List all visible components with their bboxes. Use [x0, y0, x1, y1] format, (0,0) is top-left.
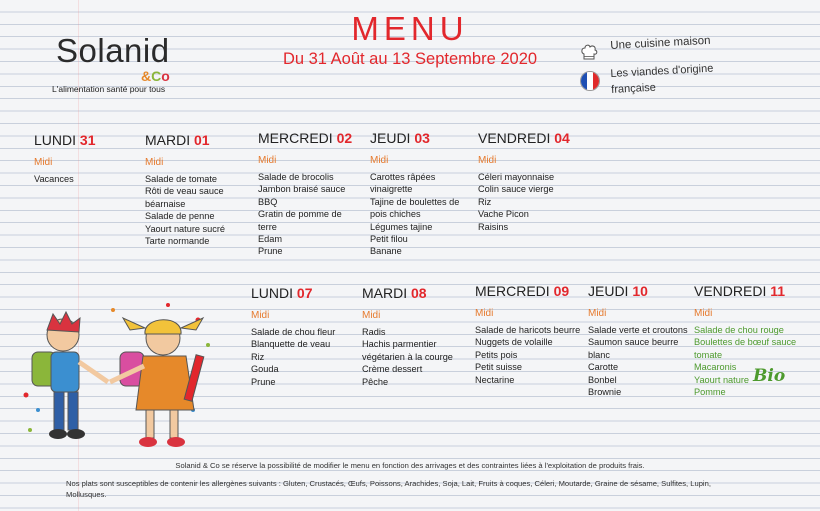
dish-item: Crème dessert	[362, 364, 423, 375]
homemade-note: Une cuisine maison	[610, 34, 711, 52]
dish-list	[34, 173, 134, 185]
day-number: 09	[553, 283, 570, 299]
meal-label: Midi	[475, 308, 494, 319]
dish-item: Hachis parmentier végétarien à la courge	[362, 339, 453, 362]
day-number: 04	[554, 130, 570, 146]
allergen-note: Nos plats sont susceptibles de contenir les allergènes suivants : Gluten, Crustacés, Œufs, Poissons, Arachides, Soja, Lait, Fruits à coques, Céleri, Moutarde, Graine de sésame, Sulfites, Lupin, Mollusques.	[66, 479, 711, 499]
day-column-jeudi-10	[588, 283, 692, 398]
day-number: 31	[79, 132, 96, 148]
dish-item: Yaourt nature	[694, 374, 749, 385]
meal-label: Midi	[145, 157, 164, 168]
meal-label: Midi	[34, 157, 53, 168]
dish-item: Légumes tajine	[370, 221, 433, 232]
day-column-mercredi-02	[258, 130, 358, 258]
french-flag-icon	[580, 71, 600, 91]
day-name: MARDI	[145, 132, 191, 148]
dish-item: Nuggets de volaille	[475, 337, 553, 348]
day-name: VENDREDI	[478, 130, 551, 146]
dish-item: Riz	[251, 351, 265, 362]
meal-label: Midi	[251, 310, 270, 321]
dish-list	[588, 324, 692, 398]
dish-item: Prune	[258, 246, 283, 257]
dish-item: Salade de brocolis	[258, 172, 334, 182]
meal-label: Midi	[258, 155, 277, 166]
day-name: MERCREDI	[258, 130, 333, 146]
day-name: MARDI	[362, 285, 408, 301]
dish-item: Rôti de veau sauce béarnaise	[145, 186, 224, 209]
day-name: VENDREDI	[694, 283, 767, 299]
day-column-lundi-07	[251, 285, 351, 388]
dish-item: Carottes râpées vinaigrette	[370, 172, 436, 195]
dish-item: Jambon braisé sauce BBQ	[258, 184, 346, 207]
day-number: 03	[414, 130, 430, 146]
dish-item: Vacances	[34, 174, 74, 184]
day-column-lundi-31	[34, 132, 134, 185]
meal-label: Midi	[694, 308, 713, 319]
dish-item: Yaourt nature sucré	[145, 223, 226, 234]
school-kids-illustration	[18, 300, 223, 460]
dish-item: Bonbel	[588, 374, 617, 385]
dish-list	[370, 171, 470, 258]
dish-item: Vache Picon	[478, 209, 529, 220]
day-number: 07	[296, 285, 313, 301]
dish-item: Petit filou	[370, 234, 408, 245]
meal-label: Midi	[588, 308, 607, 319]
dish-item: Salade de tomate	[145, 174, 218, 184]
dish-item: Nectarine	[475, 374, 515, 385]
dish-item: Salade de penne	[145, 211, 215, 222]
date-range: Du 31 Août au 13 Septembre 2020	[282, 50, 538, 68]
day-column-jeudi-03	[370, 130, 470, 258]
dish-item: Céleri mayonnaise	[478, 172, 555, 182]
dish-item: Edam	[258, 234, 283, 245]
day-column-mardi-08	[362, 285, 466, 388]
bio-label: Bio	[753, 366, 786, 386]
dish-item: Radis	[362, 327, 386, 337]
meat-origin-note: Les viandes d'origine française	[610, 62, 714, 96]
day-name: JEUDI	[370, 130, 411, 146]
dish-item: Brownie	[588, 387, 622, 398]
dish-list	[362, 326, 466, 388]
dish-item: Salade de chou fleur	[251, 327, 336, 337]
dish-item: Tarte normande	[145, 236, 210, 247]
dish-list	[145, 173, 245, 247]
day-name: JEUDI	[588, 283, 629, 299]
dish-item: Salade de haricots beurre	[475, 325, 581, 335]
dish-item: Blanquette de veau	[251, 339, 331, 350]
page-title: MENU	[351, 10, 469, 47]
day-number: 02	[336, 130, 353, 146]
dish-item: Raisins	[478, 221, 509, 232]
dish-item: Carotte	[588, 362, 619, 373]
dish-item: Macaronis	[694, 362, 737, 373]
day-column-mercredi-09	[475, 283, 583, 386]
chef-hat-icon	[580, 44, 598, 62]
logo-tagline: L'alimentation santé pour tous	[52, 84, 166, 94]
dish-item: Pêche	[362, 376, 389, 387]
disclaimer-note: Solanid & Co se réserve la possibilité de modifier le menu en fonction des arrivages et des contraintes liées à l'exploitation de produits frais.	[175, 461, 645, 470]
dish-item: Saumon sauce beurre blanc	[588, 337, 679, 360]
dish-item: Petit suisse	[475, 362, 522, 373]
dish-item: Salade de chou rouge	[694, 325, 784, 335]
dish-item: Pomme	[694, 387, 726, 398]
logo-co-mark: &Co	[141, 68, 170, 84]
day-number: 10	[632, 283, 648, 299]
day-number: 01	[194, 132, 210, 148]
dish-list	[258, 171, 358, 258]
dish-item: Gratin de pomme de terre	[258, 209, 342, 232]
dish-item: Colin sauce vierge	[478, 184, 554, 195]
day-number: 11	[770, 283, 786, 299]
dish-item: Gouda	[251, 364, 279, 375]
day-name: MERCREDI	[475, 283, 550, 299]
meal-label: Midi	[370, 155, 389, 166]
meal-label: Midi	[478, 155, 497, 166]
dish-list	[478, 171, 578, 233]
dish-list	[694, 324, 798, 398]
day-column-mardi-01	[145, 132, 245, 247]
dish-list	[251, 326, 351, 388]
logo-wordmark: Solanid	[56, 32, 170, 69]
meal-label: Midi	[362, 310, 381, 321]
dish-item: Boulettes de bœuf sauce tomate	[694, 337, 797, 360]
day-column-vendredi-04	[478, 130, 578, 233]
day-number: 08	[411, 285, 427, 301]
day-name: LUNDI	[34, 132, 77, 148]
dish-item: Salade verte et croutons	[588, 325, 688, 335]
dish-item: Riz	[478, 196, 492, 207]
dish-item: Tajine de boulettes de pois chiches	[370, 196, 460, 220]
dish-list	[475, 324, 583, 386]
dish-item: Prune	[251, 376, 276, 387]
dish-item: Petits pois	[475, 349, 518, 360]
dish-item: Banane	[370, 246, 402, 257]
day-name: LUNDI	[251, 285, 294, 301]
